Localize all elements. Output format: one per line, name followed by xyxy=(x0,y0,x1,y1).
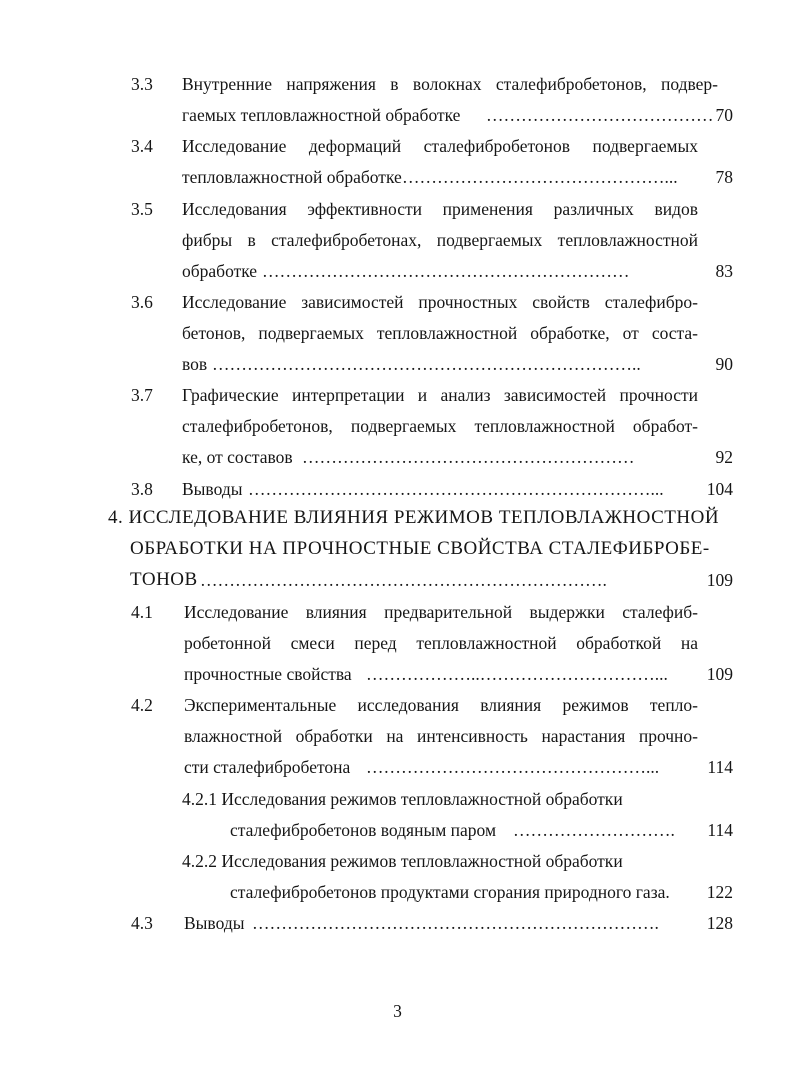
chapter-title: ТОНОВ xyxy=(130,569,198,590)
toc-leader-dots: ………………………………… xyxy=(486,105,714,125)
toc-entry-title: сталефибробетонов, подвергаемых тепловлажностной обработ- xyxy=(182,416,698,436)
page-number: 3 xyxy=(393,1001,402,1021)
toc-page-number: 104 xyxy=(706,479,733,499)
toc-entry-title: вов xyxy=(182,354,208,374)
section-number: 4.1 xyxy=(131,602,153,622)
toc-page-number: 70 xyxy=(715,105,733,125)
toc-entry-title: Внутренние напряжения в волокнах сталефибробетонов, подвер- xyxy=(182,74,718,94)
toc-entry-title: бетонов, подвергаемых тепловлажностной обработке, от соста- xyxy=(182,323,698,343)
subsection-title: сталефибробетонов водяным паром xyxy=(230,820,497,840)
toc-entry-title: Исследование деформаций сталефибробетонов подвергаемых xyxy=(182,136,698,156)
toc-entry-title: ке, от составов xyxy=(182,447,293,467)
toc-entry-title: Графические интерпретации и анализ зависимостей прочности xyxy=(182,385,698,405)
subsection-title: сталефибробетонов продуктами сгорания природного газа. xyxy=(230,882,670,902)
toc-entry-title: Исследование влияния предварительной выдержки сталефиб- xyxy=(184,602,698,622)
subsection-title: 4.2.2 Исследования режимов тепловлажностной обработки xyxy=(182,851,623,871)
section-number: 3.4 xyxy=(131,136,153,156)
toc-page-number: 109 xyxy=(706,570,733,590)
toc-leader-dots: ……………………………………………………………….. xyxy=(212,354,641,374)
toc-page-number: 83 xyxy=(715,261,733,281)
toc-page-number: 128 xyxy=(706,913,733,933)
section-number: 3.5 xyxy=(131,199,153,219)
toc-page-number: 114 xyxy=(707,820,733,840)
toc-entry-title: прочностные свойства xyxy=(184,664,352,684)
toc-leader-dots: ……………………………………………………………... xyxy=(248,479,664,499)
toc-entry-title: влажностной обработки на интенсивность нарастания прочно- xyxy=(184,726,698,746)
toc-entry-title: обработке xyxy=(182,261,258,281)
toc-page-number: 114 xyxy=(707,757,733,777)
toc-entry-title: Исследование зависимостей прочностных свойств сталефибро- xyxy=(182,292,698,312)
section-number: 3.7 xyxy=(131,385,153,405)
chapter-title: ОБРАБОТКИ НА ПРОЧНОСТНЫЕ СВОЙСТВА СТАЛЕФИБРОБЕ- xyxy=(130,538,710,559)
toc-leader-dots: …………………………………………... xyxy=(366,757,660,777)
toc-leader-dots: ……………………………………………………………. xyxy=(252,913,659,933)
toc-page-number: 78 xyxy=(715,167,733,187)
chapter-title: 4. ИССЛЕДОВАНИЕ ВЛИЯНИЯ РЕЖИМОВ ТЕПЛОВЛАЖНОСТНОЙ xyxy=(108,507,720,528)
toc-entry-title: гаемых тепловлажностной обработке xyxy=(182,105,461,125)
toc-leader-dots: ………………..…………………………... xyxy=(366,664,668,684)
section-number: 3.3 xyxy=(131,74,153,94)
toc-leader-dots: ……………………………………………………………. xyxy=(200,570,607,590)
section-number: 3.6 xyxy=(131,292,153,312)
toc-entry-title: Выводы xyxy=(184,913,245,933)
toc-entry-title: фибры в сталефибробетонах, подвергаемых тепловлажностной xyxy=(182,230,698,250)
toc-entry-title: тепловлажностной обработке xyxy=(182,167,402,187)
toc-page-number: 92 xyxy=(715,447,733,467)
toc-page-number: 109 xyxy=(706,664,733,684)
toc-entry-title: Экспериментальные исследования влияния режимов тепло- xyxy=(184,695,698,715)
subsection-title: 4.2.1 Исследования режимов тепловлажностной обработки xyxy=(182,789,623,809)
toc-entry-title: Выводы xyxy=(182,479,243,499)
toc-entry-title: сти сталефибробетона xyxy=(184,757,351,777)
section-number: 3.8 xyxy=(131,479,153,499)
section-number: 4.2 xyxy=(131,695,153,715)
section-number: 4.3 xyxy=(131,913,153,933)
toc-entry-title: робетонной смеси перед тепловлажностной обработкой на xyxy=(184,633,698,653)
toc-entry-title: Исследования эффективности применения различных видов xyxy=(182,199,698,219)
toc-leader-dots: ……………………………………………………… xyxy=(262,261,630,281)
toc-page-number: 122 xyxy=(706,882,733,902)
toc-page-number: 90 xyxy=(715,354,733,374)
toc-leader-dots: ………………………………………... xyxy=(402,167,678,187)
toc-leader-dots: ………………………. xyxy=(513,820,675,840)
toc-leader-dots: ………………………………………………… xyxy=(302,447,635,467)
